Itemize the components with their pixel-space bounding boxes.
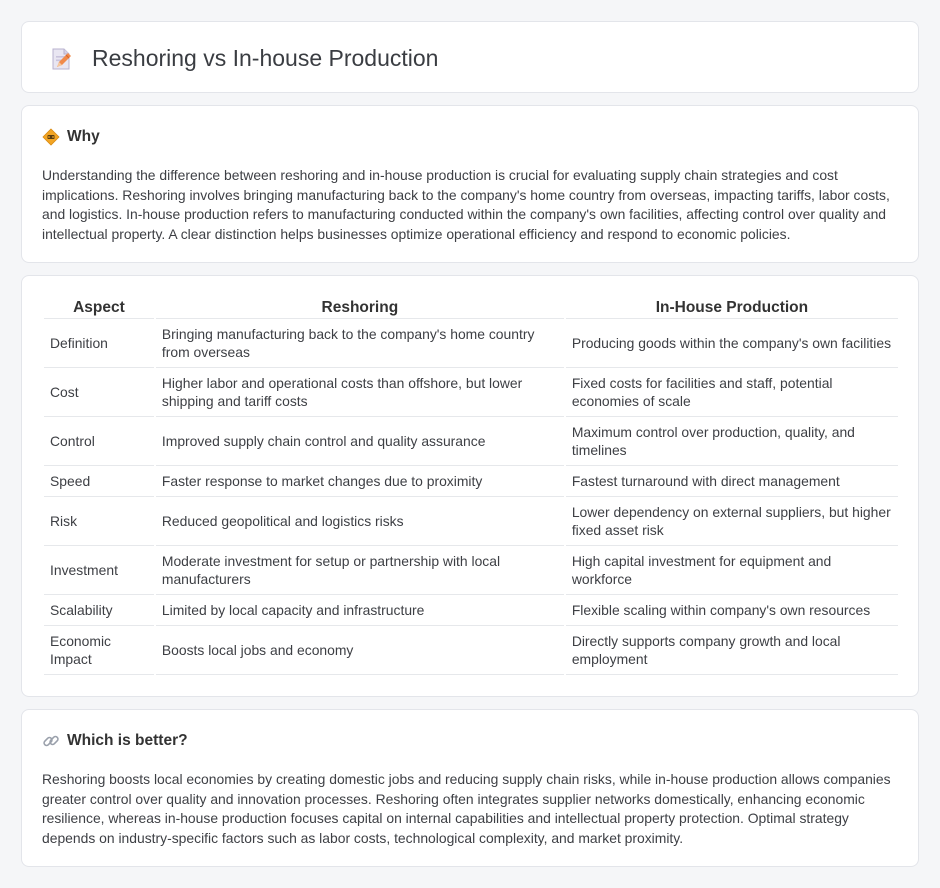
page-title: Reshoring vs In-house Production (92, 45, 439, 71)
cell-inhouse: Maximum control over production, quality, and timelines (566, 417, 898, 466)
cell-inhouse: Producing goods within the company's own facilities (566, 319, 898, 368)
table-header-row (44, 295, 898, 319)
header-aspect: Aspect (44, 295, 154, 319)
why-heading (42, 128, 100, 146)
comparison-table-card (21, 275, 919, 697)
document-pencil-icon (48, 46, 74, 72)
cell-inhouse: High capital investment for equipment and workforce (566, 546, 898, 595)
which-title: Which is better? (67, 732, 188, 749)
cell-inhouse: Fixed costs for facilities and staff, potential economies of scale (566, 368, 898, 417)
cell-reshoring: Boosts local jobs and economy (156, 626, 564, 675)
diamond-sign-icon (42, 128, 60, 146)
cell-inhouse: Lower dependency on external suppliers, but higher fixed asset risk (566, 497, 898, 546)
table-row (44, 466, 898, 497)
table-row (44, 595, 898, 626)
cell-aspect: Speed (44, 466, 154, 497)
cell-aspect: Scalability (44, 595, 154, 626)
cell-aspect: Risk (44, 497, 154, 546)
header-reshoring: Reshoring (156, 295, 564, 319)
table-row (44, 626, 898, 675)
cell-reshoring: Bringing manufacturing back to the company's home country from overseas (156, 319, 564, 368)
cell-reshoring: Limited by local capacity and infrastructure (156, 595, 564, 626)
cell-reshoring: Higher labor and operational costs than offshore, but lower shipping and tariff costs (156, 368, 564, 417)
cell-aspect: Definition (44, 319, 154, 368)
which-heading (42, 732, 188, 750)
which-section (21, 709, 919, 867)
why-section (21, 105, 919, 263)
cell-aspect: Investment (44, 546, 154, 595)
comparison-table (42, 295, 900, 675)
header-inhouse: In-House Production (566, 295, 898, 319)
table-row (44, 319, 898, 368)
table-row (44, 417, 898, 466)
cell-aspect: Cost (44, 368, 154, 417)
cell-aspect: Control (44, 417, 154, 466)
header-card (21, 21, 919, 93)
cell-inhouse: Fastest turnaround with direct management (566, 466, 898, 497)
table-row (44, 497, 898, 546)
why-text: Understanding the difference between reshoring and in-house production is crucial for evaluating supply chain strategies and cost implications. Reshoring involves bringing manufacturing back to the company's home country from overseas, impacting tariffs, labor costs, and logistics. In-house production refers to manufacturing conducted within the company's own facilities, affecting control over quality and intellectual property. A clear distinction helps businesses optimize operational efficiency and respond to economic policies. (42, 167, 890, 242)
cell-reshoring: Improved supply chain control and quality assurance (156, 417, 564, 466)
cell-reshoring: Moderate investment for setup or partnership with local manufacturers (156, 546, 564, 595)
cell-reshoring: Reduced geopolitical and logistics risks (156, 497, 564, 546)
table-row (44, 546, 898, 595)
why-title: Why (67, 128, 100, 145)
table-row (44, 368, 898, 417)
cell-reshoring: Faster response to market changes due to proximity (156, 466, 564, 497)
cell-inhouse: Directly supports company growth and local employment (566, 626, 898, 675)
cell-inhouse: Flexible scaling within company's own resources (566, 595, 898, 626)
which-text: Reshoring boosts local economies by creating domestic jobs and reducing supply chain risks, while in-house production allows companies greater control over quality and innovation processes. Reshoring often integrates supplier networks domestically, enhancing economic resilience, whereas in-house production focuses capital on internal capabilities and intellectual property protection. Optimal strategy depends on industry-specific factors such as labor costs, technological complexity, and market proximity. (42, 771, 891, 846)
cell-aspect: Economic Impact (44, 626, 154, 675)
link-icon (42, 732, 60, 750)
